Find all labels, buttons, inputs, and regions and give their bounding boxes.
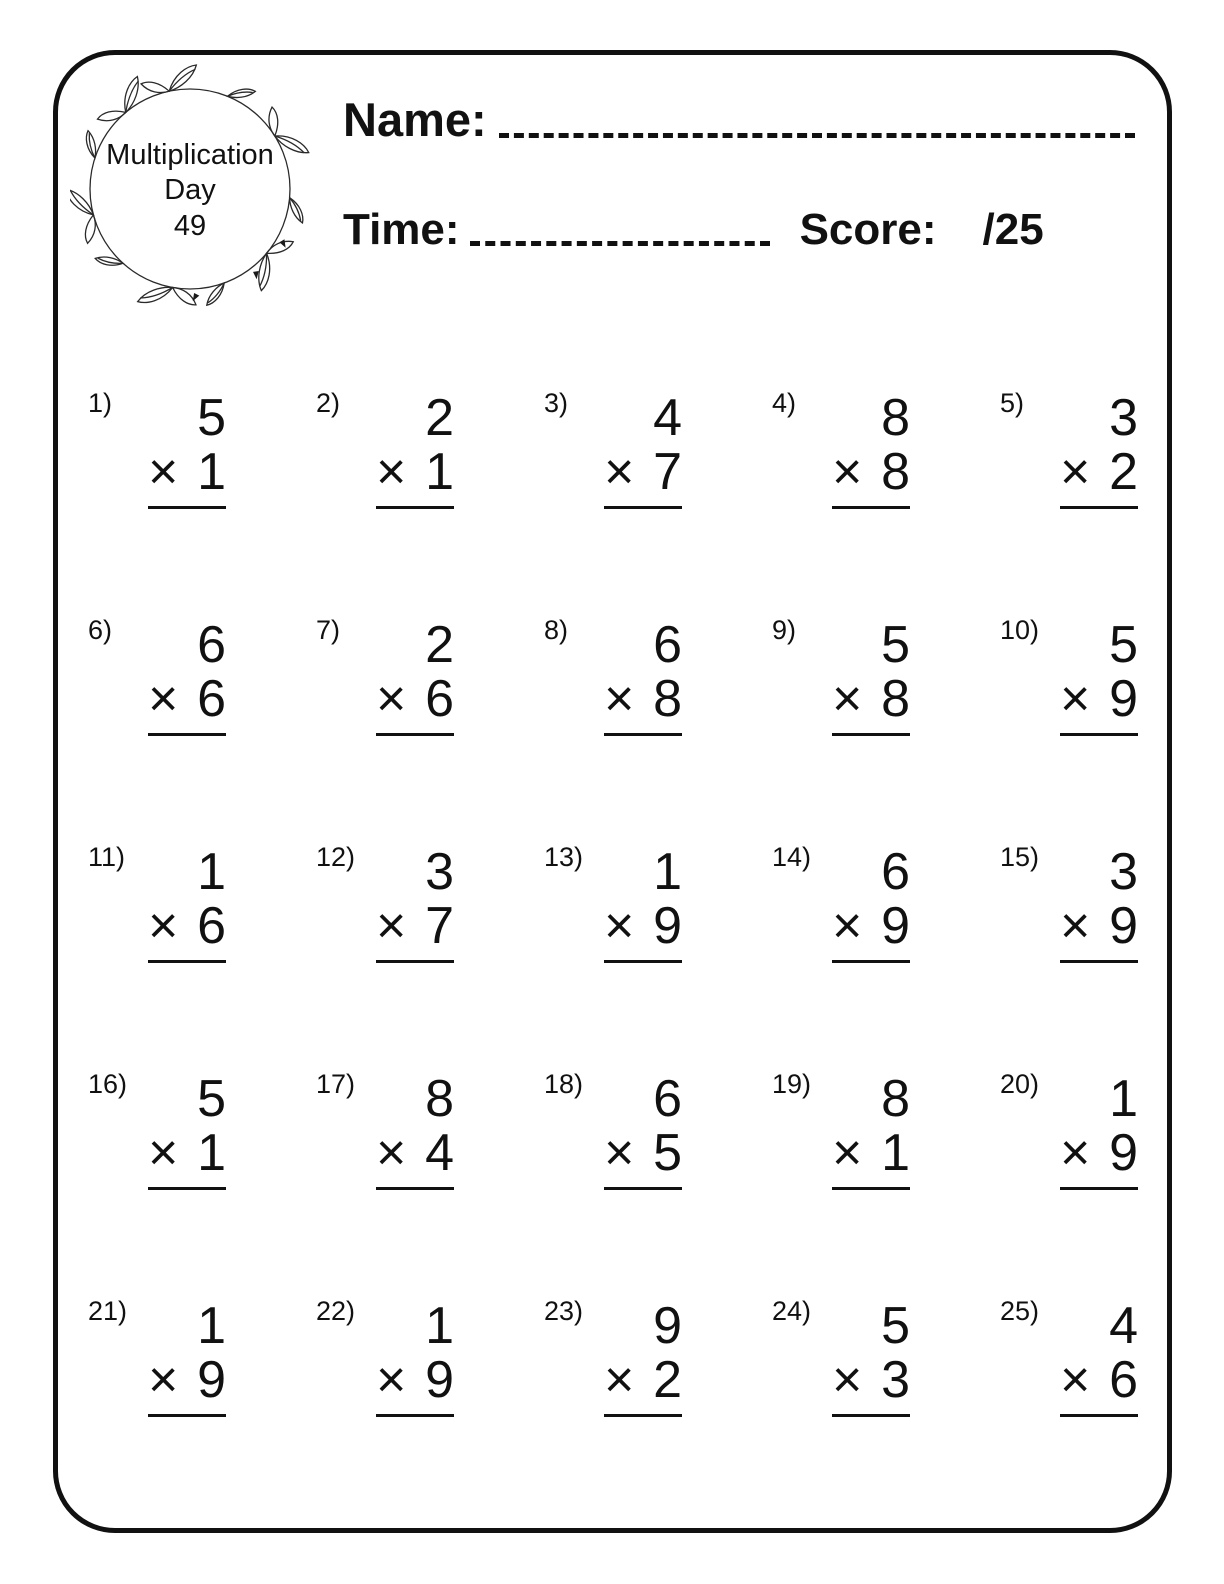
top-operand: 8 [881,389,910,447]
multiply-sign: × [1060,670,1091,728]
problem-cell [544,840,772,1067]
answer-line [148,1414,226,1417]
top-operand: 6 [653,616,682,674]
multiply-sign: × [604,443,635,501]
answer-line [148,733,226,736]
multiply-sign: × [1060,1124,1091,1182]
problem-body [1060,1067,1138,1190]
problem-number: 23) [544,1296,584,1326]
score-label: Score: [799,205,937,254]
problem-number: 16) [88,1069,128,1099]
problem-number: 3) [544,388,569,418]
multiply-sign: × [148,1124,179,1182]
answer-line [832,960,910,963]
problem-body [148,840,226,963]
problem-cell [1000,1294,1224,1521]
problem-body [832,1294,910,1417]
worksheet-logo [70,62,310,312]
problem-body [604,840,682,963]
multiply-sign: × [604,1351,635,1409]
top-operand: 8 [425,1070,454,1128]
multiply-sign: × [376,1351,407,1409]
problem-body [832,840,910,963]
problem-number: 21) [88,1296,128,1326]
top-operand: 4 [1109,1297,1138,1355]
bottom-operand: 9 [1109,670,1138,728]
multiply-sign: × [376,1124,407,1182]
bottom-operand: 9 [1109,1124,1138,1182]
problem-cell [772,1067,1000,1294]
name-row [343,92,1135,147]
logo-line-2: Day [164,174,216,207]
top-operand: 1 [1109,1070,1138,1128]
answer-line [148,960,226,963]
problem-cell [772,840,1000,1067]
problem-number: 22) [316,1296,356,1326]
problem-cell [316,1067,544,1294]
bottom-operand: 1 [197,443,226,501]
problem-number: 14) [772,842,812,872]
problem-cell [772,1294,1000,1521]
problem-body [1060,1294,1138,1417]
bottom-operand: 8 [881,670,910,728]
problem-cell [544,386,772,613]
problem-body [376,1294,454,1417]
problem-cell [88,1067,316,1294]
top-operand: 3 [1109,389,1138,447]
answer-line [376,506,454,509]
problem-number: 5) [1000,388,1025,418]
problem-cell [544,613,772,840]
top-operand: 2 [425,389,454,447]
answer-line [376,733,454,736]
problem-number: 24) [772,1296,812,1326]
answer-line [832,1187,910,1190]
problem-number: 19) [772,1069,812,1099]
problem-body [148,1294,226,1417]
answer-line [604,506,682,509]
logo-text [84,138,296,244]
problem-body [376,386,454,509]
problem-cell [772,386,1000,613]
answer-line [1060,1187,1138,1190]
problem-cell [1000,386,1224,613]
problem-cell [544,1067,772,1294]
answer-line [832,1414,910,1417]
multiply-sign: × [148,443,179,501]
answer-line [604,960,682,963]
problem-body [604,1067,682,1190]
problem-body [832,1067,910,1190]
problem-cell [1000,613,1224,840]
multiply-sign: × [604,1124,635,1182]
answer-line [604,733,682,736]
problem-cell [316,1294,544,1521]
top-operand: 1 [425,1297,454,1355]
problem-number: 8) [544,615,569,645]
top-operand: 6 [653,1070,682,1128]
top-operand: 1 [197,843,226,901]
answer-line [832,733,910,736]
time-blank-line [470,241,770,246]
multiply-sign: × [1060,443,1091,501]
problem-cell [88,613,316,840]
problem-number: 13) [544,842,584,872]
problem-cell [88,386,316,613]
problem-number: 7) [316,615,341,645]
bottom-operand: 7 [653,443,682,501]
bottom-operand: 9 [1109,897,1138,955]
multiply-sign: × [604,670,635,728]
problem-cell [1000,840,1224,1067]
problem-number: 9) [772,615,797,645]
answer-line [1060,1414,1138,1417]
problem-body [148,1067,226,1190]
problem-body [148,613,226,736]
answer-line [148,506,226,509]
multiply-sign: × [604,897,635,955]
answer-line [1060,960,1138,963]
problem-number: 6) [88,615,113,645]
problems-grid [88,386,1224,1521]
top-operand: 2 [425,616,454,674]
top-operand: 5 [197,389,226,447]
top-operand: 6 [197,616,226,674]
top-operand: 5 [881,1297,910,1355]
top-operand: 5 [881,616,910,674]
top-operand: 1 [653,843,682,901]
problem-number: 2) [316,388,341,418]
problem-body [1060,386,1138,509]
bottom-operand: 8 [881,443,910,501]
problem-cell [316,840,544,1067]
score-value: /25 [982,205,1044,254]
problem-body [832,386,910,509]
multiply-sign: × [832,897,863,955]
problem-cell [316,613,544,840]
problem-number: 18) [544,1069,584,1099]
multiply-sign: × [148,670,179,728]
answer-line [1060,733,1138,736]
answer-line [1060,506,1138,509]
top-operand: 4 [653,389,682,447]
bottom-operand: 1 [425,443,454,501]
bottom-operand: 6 [1109,1351,1138,1409]
problem-number: 20) [1000,1069,1040,1099]
bottom-operand: 9 [425,1351,454,1409]
top-operand: 3 [1109,843,1138,901]
bottom-operand: 2 [653,1351,682,1409]
problem-body [604,386,682,509]
name-blank-line [499,133,1135,138]
multiply-sign: × [832,670,863,728]
problem-number: 15) [1000,842,1040,872]
problem-cell [316,386,544,613]
problem-number: 11) [88,842,126,872]
problem-body [148,386,226,509]
multiply-sign: × [832,1124,863,1182]
logo-line-1: Multiplication [106,139,274,171]
problem-cell [88,1294,316,1521]
multiply-sign: × [832,1351,863,1409]
problem-cell [544,1294,772,1521]
problem-body [376,1067,454,1190]
top-operand: 1 [197,1297,226,1355]
problem-body [1060,840,1138,963]
problem-number: 10) [1000,615,1040,645]
problem-number: 12) [316,842,356,872]
bottom-operand: 2 [1109,443,1138,501]
multiply-sign: × [376,443,407,501]
answer-line [832,506,910,509]
answer-line [148,1187,226,1190]
problem-body [376,840,454,963]
bottom-operand: 6 [197,897,226,955]
problem-body [604,613,682,736]
problem-cell [1000,1067,1224,1294]
problem-number: 17) [316,1069,356,1099]
multiply-sign: × [148,897,179,955]
name-label: Name: [343,93,487,146]
top-operand: 9 [653,1297,682,1355]
answer-line [376,960,454,963]
problem-body [376,613,454,736]
bottom-operand: 1 [197,1124,226,1182]
bottom-operand: 4 [425,1124,454,1182]
answer-line [604,1187,682,1190]
problem-number: 25) [1000,1296,1040,1326]
top-operand: 6 [881,843,910,901]
problem-body [1060,613,1138,736]
problem-body [832,613,910,736]
logo-line-3: 49 [173,209,207,242]
problem-number: 4) [772,388,797,418]
top-operand: 5 [197,1070,226,1128]
bottom-operand: 6 [425,670,454,728]
multiply-sign: × [376,670,407,728]
multiply-sign: × [1060,897,1091,955]
time-score-row [343,205,1135,255]
problem-cell [88,840,316,1067]
bottom-operand: 3 [881,1351,910,1409]
top-operand: 5 [1109,616,1138,674]
bottom-operand: 6 [197,670,226,728]
multiply-sign: × [376,897,407,955]
problem-body [604,1294,682,1417]
multiply-sign: × [148,1351,179,1409]
answer-line [376,1187,454,1190]
top-operand: 3 [425,843,454,901]
bottom-operand: 7 [425,897,454,955]
multiply-sign: × [832,443,863,501]
time-label: Time: [343,205,460,254]
bottom-operand: 1 [881,1124,910,1182]
answer-line [604,1414,682,1417]
problem-cell [772,613,1000,840]
multiply-sign: × [1060,1351,1091,1409]
problem-number: 1) [88,388,113,418]
bottom-operand: 5 [653,1124,682,1182]
answer-line [376,1414,454,1417]
bottom-operand: 8 [653,670,682,728]
bottom-operand: 9 [881,897,910,955]
bottom-operand: 9 [653,897,682,955]
top-operand: 8 [881,1070,910,1128]
bottom-operand: 9 [197,1351,226,1409]
